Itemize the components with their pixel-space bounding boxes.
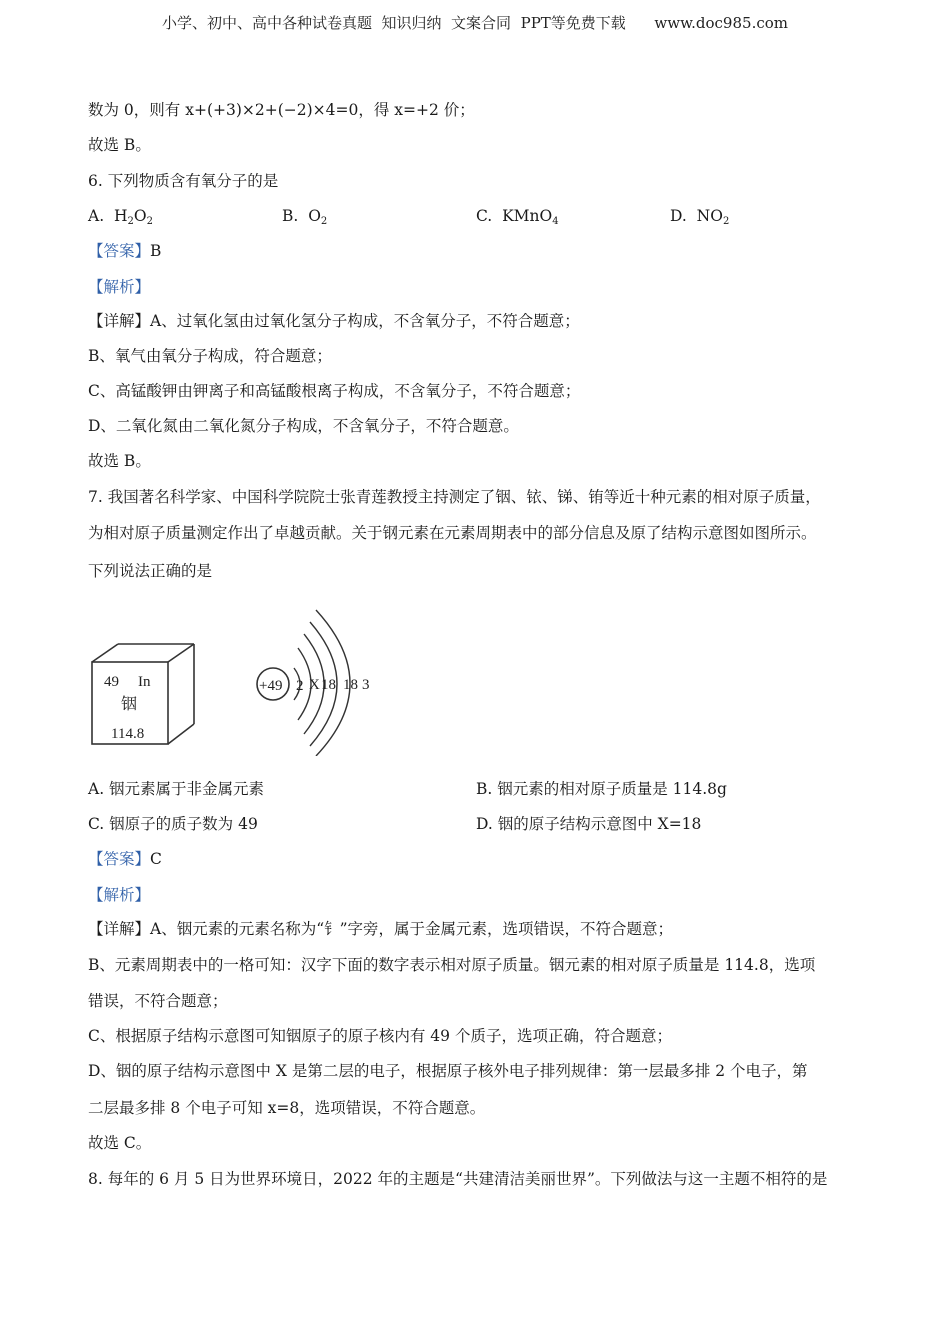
shell-4-electrons: 18 [343, 677, 358, 693]
shell-1-electrons: 2 [296, 678, 304, 694]
element-mass: 114.8 [111, 726, 145, 742]
q6-option-c-formula: KMnO$_4$ [502, 207, 559, 227]
shell-5-electrons: 3 [362, 677, 370, 693]
q6-stem: 6. 下列物质含有氧分子的是 [88, 172, 279, 190]
q6-option-b-formula: $O_2$ [308, 207, 328, 227]
q6-detail-1: 【详解】A、过氧化氢由过氧化氢分子构成，不含氧分子，不符合题意； [88, 312, 580, 330]
q6-option-a [88, 206, 153, 232]
nucleus-charge: +49 [259, 678, 283, 694]
q7-stem-3: 下列说法正确的是 [88, 562, 213, 580]
q7-detail-3: 错误，不符合题意； [88, 992, 228, 1010]
q6-detail-4: D、二氧化氮由二氧化氮分子构成，不含氧分子，不符合题意。 [88, 417, 519, 435]
q6-option-b-letter: B. [282, 207, 299, 225]
q6-option-d-formula: $NO_2$ [696, 207, 730, 227]
q6-option-d-letter: D. [670, 207, 687, 225]
prev-line-2: 故选 B。 [88, 136, 151, 154]
element-number: 49 [104, 674, 119, 690]
q7-detail-1: 【详解】A、铟元素的元素名称为“钅”字旁，属于金属元素，选项错误，不符合题意； [88, 920, 674, 938]
shell-2-electrons: X [309, 677, 320, 693]
q6-answer-tag: 【答案】 [88, 242, 151, 260]
q7-detail-4: C、根据原子结构示意图可知铟原子的原子核内有 49 个质子，选项正确，符合题意； [88, 1027, 672, 1045]
page-header: 小学、初中、高中各种试卷真题 知识归纳 文案合同 PPT等免费下载 www.doc985.com [161, 14, 788, 32]
q6-analysis-tag: 【解析】 [88, 278, 151, 296]
q6-option-a-letter: A. [88, 207, 105, 225]
q7-answer-value: C [150, 850, 162, 868]
q7-option-d: D. 铟的原子结构示意图中 X=18 [476, 815, 702, 833]
q7-stem-2: 为相对原子质量测定作出了卓越贡献。关于钢元素在元素周期表中的部分信息及原了结构示意图如图所示。 [88, 524, 817, 542]
q7-detail-tag: 【详解】 [88, 920, 151, 938]
q7-answer [88, 849, 162, 869]
q8-stem: 8. 每年的 6 月 5 日为世界环境日，2022 年的主题是“共建清洁美丽世界”。下列做法与这一主题不相符的是 [88, 1170, 828, 1188]
q6-option-c [476, 206, 559, 232]
q6-detail-tag: 【详解】 [88, 312, 151, 330]
q7-answer-tag: 【答案】 [88, 850, 151, 868]
q7-detail-5: D、铟的原子结构示意图中 X 是第二层的电子，根据原子核外电子排列规律：第一层最多排 2 个电子，第 [88, 1062, 808, 1080]
q6-answer [88, 241, 161, 261]
q7-figure [84, 606, 384, 756]
q7-option-c: C. 铟原子的质子数为 49 [88, 815, 258, 833]
element-symbol: In [138, 674, 151, 690]
q6-option-a-formula: $H_2O_2$ [113, 207, 153, 227]
q6-detail-2: B、氧气由氧分子构成，符合题意； [88, 347, 332, 365]
q6-option-b [282, 206, 327, 232]
q7-stem-1: 7. 我国著名科学家、中国科学院院士张青莲教授主持测定了铟、铱、锑、铕等近十种元素的相对原子质量， [88, 488, 821, 506]
q6-detail-3: C、高锰酸钾由钾离子和高锰酸根离子构成，不含氧分子，不符合题意； [88, 382, 581, 400]
q6-option-d [670, 206, 729, 232]
q7-option-b: B. 铟元素的相对原子质量是 114.8g [476, 780, 727, 798]
element-name: 铟 [121, 694, 138, 713]
q6-option-c-letter: C. [476, 207, 493, 225]
q7-conclusion: 故选 C。 [88, 1134, 152, 1152]
q6-conclusion: 故选 B。 [88, 452, 151, 470]
q7-detail-6: 二层最多排 8 个电子可知 x=8，选项错误，不符合题意。 [88, 1099, 486, 1117]
q7-analysis-tag: 【解析】 [88, 886, 151, 904]
shell-3-electrons: 18 [321, 677, 336, 693]
q7-detail-2: B、元素周期表中的一格可知：汉字下面的数字表示相对原子质量。铟元素的相对原子质量是 114.8，选项 [88, 956, 816, 974]
q7-option-a: A. 铟元素属于非金属元素 [88, 780, 265, 798]
q6-answer-value: B [150, 242, 162, 260]
prev-line-1: 数为 0，则有 x+(+3)×2+(−2)×4=0，得 x=+2 价； [88, 101, 475, 119]
